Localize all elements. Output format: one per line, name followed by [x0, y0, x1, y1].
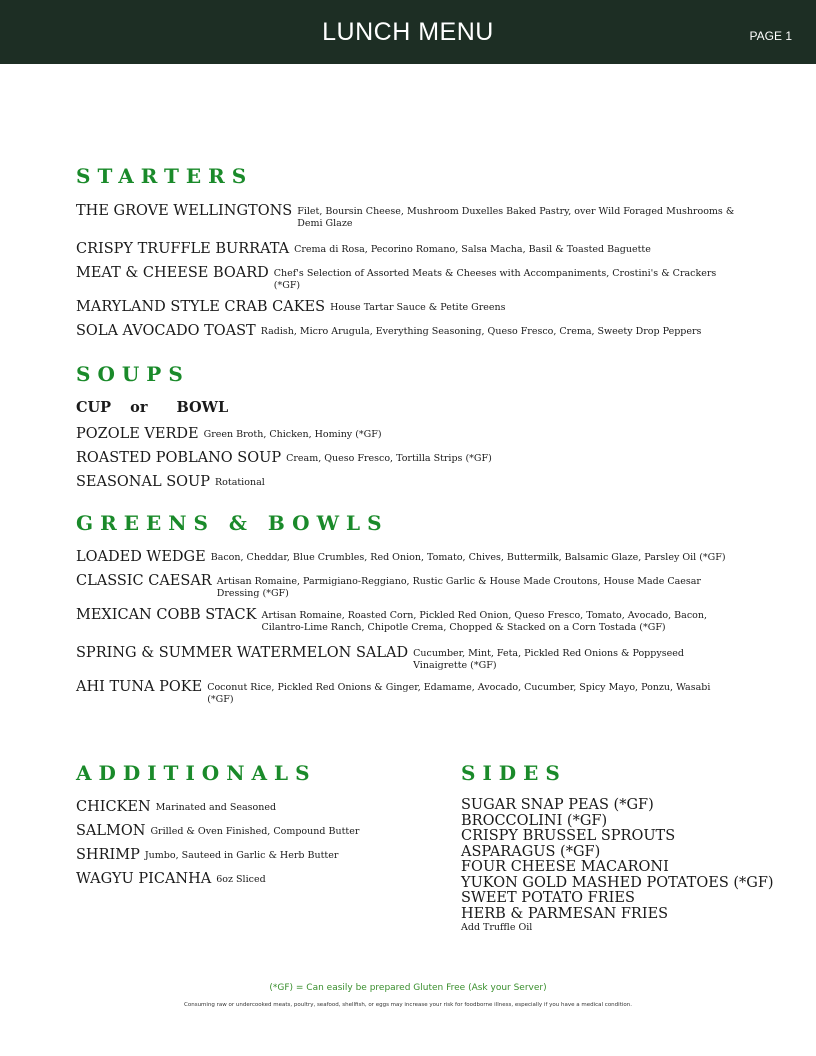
bowl-label: BOWL [176, 399, 229, 416]
food-safety-disclaimer: Consuming raw or undercooked meats, poultry, seafood, shellfish, or eggs may increase your risk for foodborne illness, especially if you have a medical condition. [184, 1002, 632, 1008]
menu-item [76, 846, 446, 864]
menu-item [76, 548, 736, 566]
cup-label: CUP [76, 399, 112, 416]
menu-item [76, 264, 736, 292]
item-description: Filet, Boursin Cheese, Mushroom Duxelles Baked Pastry, over Wild Foraged Mushrooms & Demi Glaze [297, 206, 735, 229]
menu-item [76, 572, 736, 600]
greens-list [76, 548, 736, 712]
cup-or-bowl [76, 399, 228, 416]
side-item: FOUR CHEESE MACARONI [461, 859, 669, 875]
item-name: AHI TUNA POKE [76, 679, 203, 695]
menu-item [76, 678, 736, 706]
menu-item [76, 870, 446, 888]
menu-item [76, 798, 446, 816]
item-description: 6oz Sliced [216, 874, 266, 885]
item-name: SALMON [76, 823, 146, 839]
item-description: Chef's Selection of Assorted Meats & Cheeses with Accompaniments, Crostini's & Crackers (*GF) [273, 268, 717, 291]
starters-list [76, 202, 736, 346]
item-description: Coconut Rice, Pickled Red Onions & Ginger, Edamame, Avocado, Cucumber, Spicy Mayo, Ponzu, Wasabi (*GF) [207, 682, 711, 705]
menu-item [76, 644, 736, 672]
item-name: LOADED WEDGE [76, 549, 206, 565]
item-name: THE GROVE WELLINGTONS [76, 203, 293, 219]
side-item: ASPARAGUS (*GF) [461, 843, 601, 860]
item-description: Crema di Rosa, Pecorino Romano, Salsa Macha, Basil & Toasted Baguette [294, 244, 651, 255]
item-description: Marinated and Seasoned [155, 802, 277, 813]
menu-item [76, 322, 736, 340]
menu-item [76, 298, 736, 316]
greens-bowls-heading: GREENS & BOWLS [76, 511, 389, 535]
item-description: Radish, Micro Arugula, Everything Seasoning, Queso Fresco, Crema, Sweety Drop Peppers [260, 326, 702, 337]
item-description: Artisan Romaine, Parmigiano-Reggiano, Rustic Garlic & House Made Croutons, House Made Caesar Dressing (*GF) [216, 576, 701, 599]
sides-heading: SIDES [461, 761, 567, 785]
item-name: CHICKEN [76, 799, 151, 815]
item-description: House Tartar Sauce & Petite Greens [330, 302, 506, 313]
additionals-list [76, 798, 446, 894]
item-name: MARYLAND STYLE CRAB CAKES [76, 299, 326, 315]
header-bar [0, 0, 816, 64]
item-name: MEAT & CHEESE BOARD [76, 265, 269, 281]
page-title: LUNCH MENU [322, 18, 494, 46]
item-name: CRISPY TRUFFLE BURRATA [76, 241, 290, 257]
menu-item [76, 473, 736, 491]
item-description: Cucumber, Mint, Feta, Pickled Red Onions & Poppyseed Vinaigrette (*GF) [413, 648, 684, 671]
truffle-oil-note: Add Truffle Oil [461, 922, 533, 933]
menu-item [76, 822, 446, 840]
item-description: Jumbo, Sauteed in Garlic & Herb Butter [144, 850, 339, 861]
item-name: SPRING & SUMMER WATERMELON SALAD [76, 645, 409, 661]
side-item: YUKON GOLD MASHED POTATOES (*GF) [461, 874, 774, 891]
menu-item [76, 449, 736, 467]
item-name: WAGYU PICANHA [76, 871, 212, 887]
page-number: PAGE 1 [749, 29, 792, 43]
item-name: CLASSIC CAESAR [76, 573, 212, 589]
soups-list [76, 425, 736, 497]
menu-item [76, 425, 736, 443]
item-name: POZOLE VERDE [76, 426, 199, 442]
side-item: BROCCOLINI (*GF) [461, 812, 608, 829]
item-description: Green Broth, Chicken, Hominy (*GF) [203, 429, 382, 440]
menu-item [76, 240, 736, 258]
additionals-heading: ADDITIONALS [76, 761, 317, 785]
item-description: Bacon, Cheddar, Blue Crumbles, Red Onion, Tomato, Chives, Buttermilk, Balsamic Glaze, Parsley Oil (*GF) [210, 552, 726, 563]
item-name: ROASTED POBLANO SOUP [76, 450, 282, 466]
item-name: SEASONAL SOUP [76, 474, 211, 490]
item-name: SHRIMP [76, 847, 140, 863]
menu-item [76, 606, 736, 634]
sides-list [461, 798, 774, 934]
gluten-free-note: (*GF) = Can easily be prepared Gluten Free (Ask your Server) [269, 983, 547, 993]
item-description: Rotational [215, 477, 265, 488]
item-name: MEXICAN COBB STACK [76, 607, 257, 623]
starters-heading: STARTERS [76, 164, 254, 188]
side-item: SWEET POTATO FRIES [461, 890, 635, 906]
item-description: Cream, Queso Fresco, Tortilla Strips (*GF) [286, 453, 492, 464]
soups-heading: SOUPS [76, 362, 190, 386]
menu-item [76, 202, 736, 230]
item-name: SOLA AVOCADO TOAST [76, 323, 256, 339]
side-item: SUGAR SNAP PEAS (*GF) [461, 797, 654, 813]
side-item: CRISPY BRUSSEL SPROUTS [461, 828, 676, 844]
item-description: Artisan Romaine, Roasted Corn, Pickled Red Onion, Queso Fresco, Tomato, Avocado, Bacon, Cilantro-Lime Ranch, Chipotle Crema, Chopped & Stacked on a Corn Tostada (*GF) [261, 610, 708, 633]
item-description: Grilled & Oven Finished, Compound Butter [150, 826, 360, 837]
side-item: HERB & PARMESAN FRIES [461, 905, 669, 922]
or-label: or [130, 399, 148, 416]
